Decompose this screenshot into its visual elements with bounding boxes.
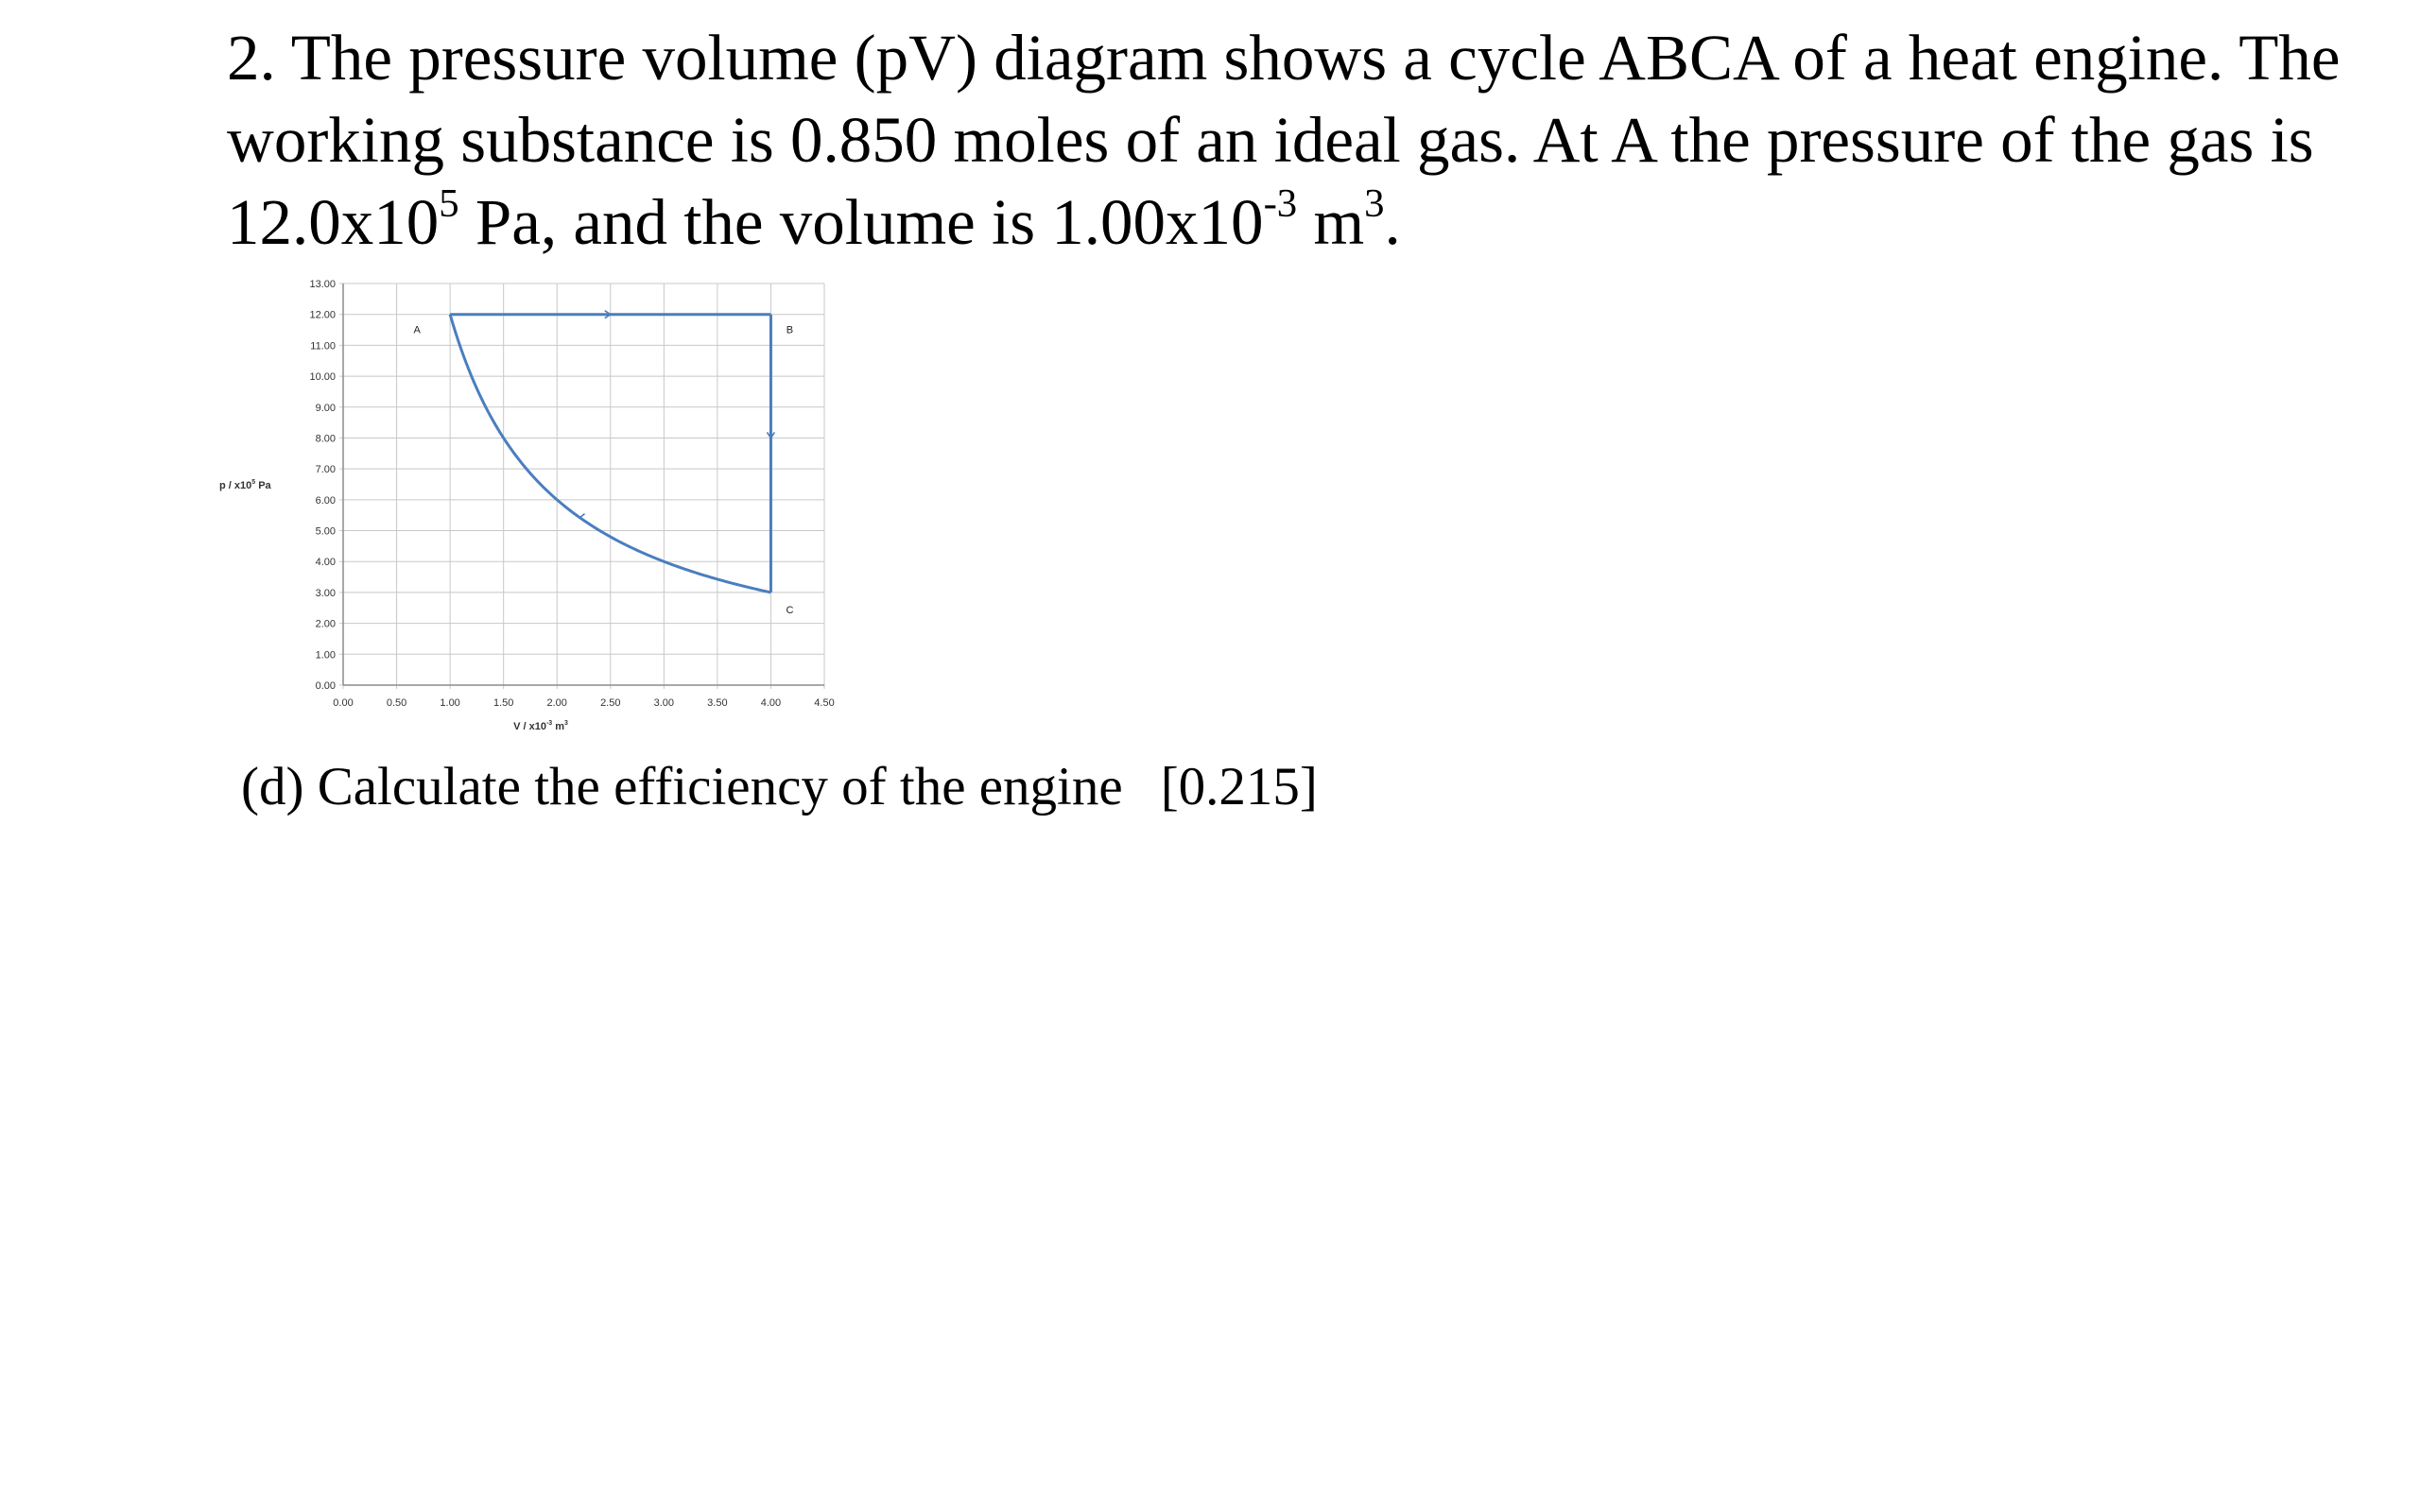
question-body-1: The pressure volume (pV) diagram shows a cycle ABCA of a heat engine. The working substance is 0.850 moles of an ideal gas. At A the pressure of the gas is 12.0x10 [227,22,2341,258]
y-tick-label-2: 2.00 [315,618,336,630]
chart-series [450,311,774,593]
y-tick-label-6: 6.00 [315,494,336,507]
y-axis-label-exp: 5 [251,479,256,486]
sub-question-answer: [0.215] [1160,757,1318,816]
chart-point-labels [413,325,793,616]
y-tick-label-13: 13.00 [309,279,336,290]
y-axis-label-text: p / x10 [219,480,252,491]
x-tick-label-8: 4.00 [760,697,782,709]
y-tick-label-4: 4.00 [315,557,336,569]
question-body-3: m [1297,186,1365,258]
y-axis-label-unit: Pa [255,480,271,491]
chart-grid [339,284,824,689]
y-tick-label-3: 3.00 [315,587,336,599]
y-tick-label-0: 0.00 [315,680,336,692]
y-tick-label-12: 12.00 [309,309,336,321]
pv-chart-svg [208,269,870,751]
y-tick-label-8: 8.00 [315,433,336,445]
y-tick-label-1: 1.00 [315,649,336,662]
sub-question-text: Calculate the efficiency of the engine [317,757,1123,816]
x-tick-label-4: 2.00 [546,697,567,709]
unit-exponent: 3 [1364,180,1385,226]
y-tick-label-11: 11.00 [310,340,336,352]
x-axis-label-exp: -3 [545,720,553,727]
y-tick-label-10: 10.00 [309,371,336,384]
point-label-c: C [786,604,794,616]
x-tick-label-1: 0.50 [386,697,407,709]
x-tick-label-0: 0.00 [333,697,354,709]
x-tick-label-2: 1.00 [440,697,460,709]
x-tick-label-7: 3.50 [707,697,728,709]
pressure-exponent: 5 [439,180,459,226]
y-axis-label [219,479,272,491]
x-tick-label-9: 4.50 [814,697,835,709]
x-tick-label-3: 1.50 [493,697,514,709]
x-axis-label [513,720,568,732]
point-label-b: B [786,324,794,336]
x-tick-label-5: 2.50 [600,697,621,709]
sub-question-label: (d) [241,757,304,816]
y-tick-label-5: 5.00 [315,525,336,538]
chart-axes [343,284,824,685]
question-body-2: Pa, and the volume is 1.00x10 [458,186,1264,258]
x-axis-label-text: V / x10 [513,721,546,732]
question-body-4: . [1384,186,1401,258]
x-axis-label-unit: m [552,721,565,732]
volume-exponent: -3 [1263,180,1298,226]
point-label-a: A [413,324,421,336]
sub-question [241,754,1318,820]
chart-tick-labels [309,279,834,709]
x-axis-label-unit-exp: 3 [564,720,568,727]
pv-diagram [208,269,870,751]
x-tick-label-6: 3.00 [653,697,675,709]
question-number: 2. [227,22,276,94]
y-tick-label-7: 7.00 [315,464,336,476]
question-text [227,17,2363,264]
y-tick-label-9: 9.00 [315,402,336,414]
